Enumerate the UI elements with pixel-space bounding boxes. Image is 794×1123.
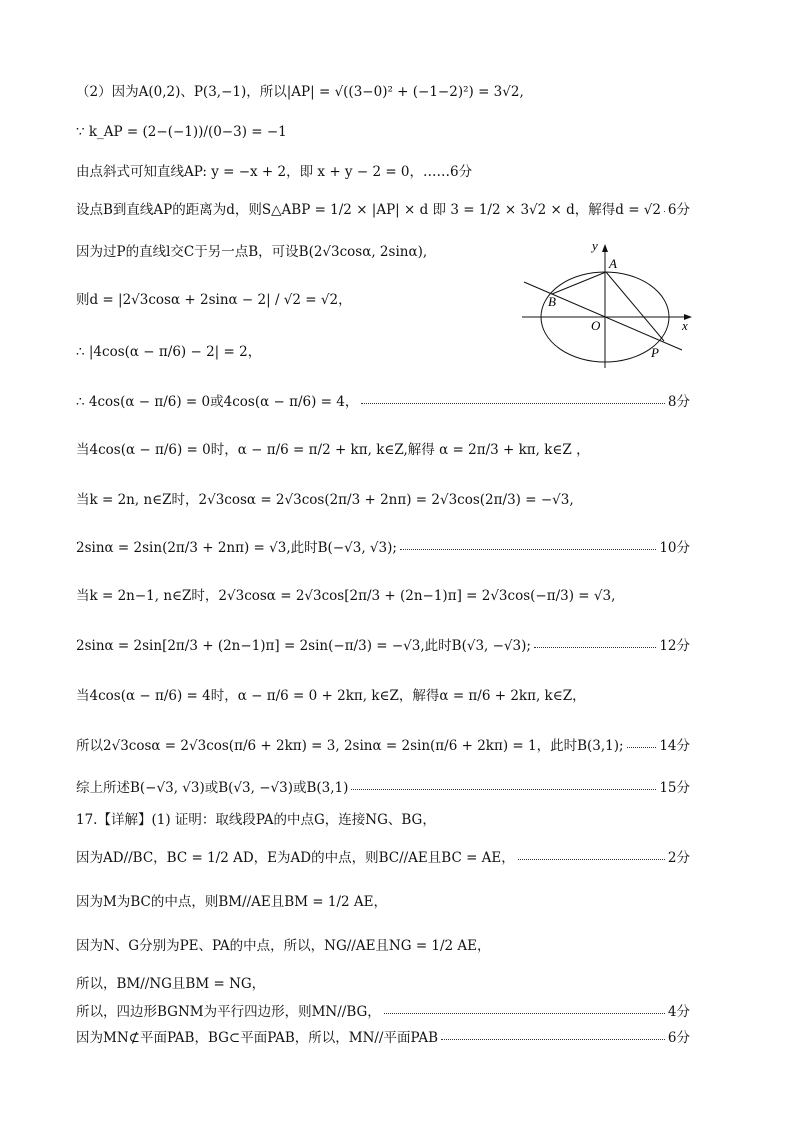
solution-line-23 [76,1026,690,1046]
line-text: 2sinα = 2sin[2π/3 + (2n−1)π] = 2sin(−π/3) = −√3,此时B(√3, −√3); [76,638,531,654]
line-text: 因为N、G分别为PE、PA的中点，所以，NG//AE且NG = 1/2 AE， [76,938,491,954]
line-text: 因为过P的直线l交C于另一点B，可设B(2√3cosα, 2sinα), [76,244,428,260]
line-text: 综上所述B(−√3, √3)或B(√3, −√3)或B(3,1) [76,780,349,796]
solution-line-17 [76,808,690,828]
solution-line-22 [76,1000,690,1020]
solution-line-7 [76,340,516,360]
y-axis-arrow [602,244,608,252]
solution-line-4 [76,198,690,218]
line-text: 当4cos(α − π/6) = 4时，α − π/6 = 0 + 2kπ, k∈Z，解得α = π/6 + 2kπ, k∈Z， [76,688,586,704]
line-text: ∵ k_AP = (2−(−1))/(0−3) = −1 [76,124,287,140]
dot-leader [627,747,657,748]
line-text: 则d = |2√3cosα + 2sinα − 2| / √2 = √2， [76,292,352,308]
score-label: 4分 [667,1004,690,1020]
dot-leader [361,403,665,404]
line-text: 因为M为BC的中点，则BM//AE且BM = 1/2 AE， [76,894,388,910]
point-b-label: B [548,294,556,309]
x-axis-label: x [682,318,688,333]
score-label: 14分 [659,738,690,754]
point-a-label: A [609,256,617,271]
origin-label: O [591,318,601,333]
dot-leader [351,789,656,790]
solution-line-20 [76,934,690,954]
dot-leader [441,1039,665,1040]
line-text: 因为MN⊄平面PAB，BG⊂平面PAB，所以，MN//平面PAB [76,1030,438,1046]
dot-leader [400,549,656,550]
line-text: 所以，BM//NG且BM = NG， [76,976,266,992]
ellipse-diagram [518,238,698,373]
solution-line-13 [76,634,690,654]
line-text: 当k = 2n−1, n∈Z时，2√3cosα = 2√3cos[2π/3 + (2n−1)π] = 2√3cos(−π/3) = √3, [76,588,616,604]
solution-line-11 [76,536,690,556]
dot-leader [384,1013,665,1014]
score-label: 15分 [659,780,690,796]
solution-line-9 [76,438,690,458]
line-text: 17.【详解】(1) 证明：取线段PA的中点G，连接NG、BG， [76,812,436,828]
solution-line-2 [76,124,690,140]
point-p-label: P [651,345,659,360]
score-label: 12分 [659,638,690,654]
line-text: （2）因为A(0,2)、P(3,−1)，所以|AP| = √((3−0)² + (−1−2)²) = 3√2, [76,84,524,100]
solution-line-16 [76,776,690,796]
line-text: ∴ 4cos(α − π/6) = 0或4cos(α − π/6) = 4， [76,394,359,410]
line-text: 所以，四边形BGNM为平行四边形，则MN//BG， [76,1004,381,1020]
line-text: 2sinα = 2sin(2π/3 + 2nπ) = √3,此时B(−√3, √3); [76,540,397,556]
solution-line-6 [76,288,516,308]
solution-line-10 [76,488,690,508]
solution-line-15 [76,734,690,754]
line-text: 当4cos(α − π/6) = 0时，α − π/6 = π/2 + kπ, k∈Z,解得 α = 2π/3 + kπ, k∈Z ， [76,442,590,458]
line-text: 设点B到直线AP的距离为d，则S△ABP = 1/2 × |AP| × d 即 3 = 1/2 × 3√2 × d，解得d = √2 [76,202,661,218]
line-text: 所以2√3cosα = 2√3cos(π/6 + 2kπ) = 3, 2sinα = 2sin(π/6 + 2kπ) = 1，此时B(3,1); [76,738,624,754]
solution-line-3 [76,160,690,180]
line-text: ∴ |4cos(α − π/6) − 2| = 2， [76,344,262,360]
line-text: 当k = 2n, n∈Z时，2√3cosα = 2√3cos(2π/3 + 2nπ) = 2√3cos(2π/3) = −√3, [76,492,574,508]
segment-ap [606,272,664,341]
score-label: 10分 [659,540,690,556]
dot-leader [664,211,665,212]
score-label: 6分 [667,1030,690,1046]
dot-leader [518,859,665,860]
score-label: 8分 [667,394,690,410]
line-text: 由点斜式可知直线AP: y = −x + 2，即 x + y − 2 = 0，……6分 [76,164,473,180]
line-text: 因为AD//BC，BC = 1/2 AD，E为AD的中点，则BC//AE且BC = AE， [76,850,515,866]
dot-leader [534,647,656,648]
y-axis-label: y [592,238,598,253]
solution-line-19 [76,890,690,910]
solution-line-14 [76,684,690,704]
score-label: 6分 [667,202,690,218]
solution-line-8 [76,390,690,410]
solution-line-21 [76,972,690,992]
solution-line-1 [76,80,690,100]
solution-line-12 [76,584,690,604]
score-label: 2分 [667,850,690,866]
solution-line-5 [76,240,516,260]
solution-line-18 [76,846,690,866]
